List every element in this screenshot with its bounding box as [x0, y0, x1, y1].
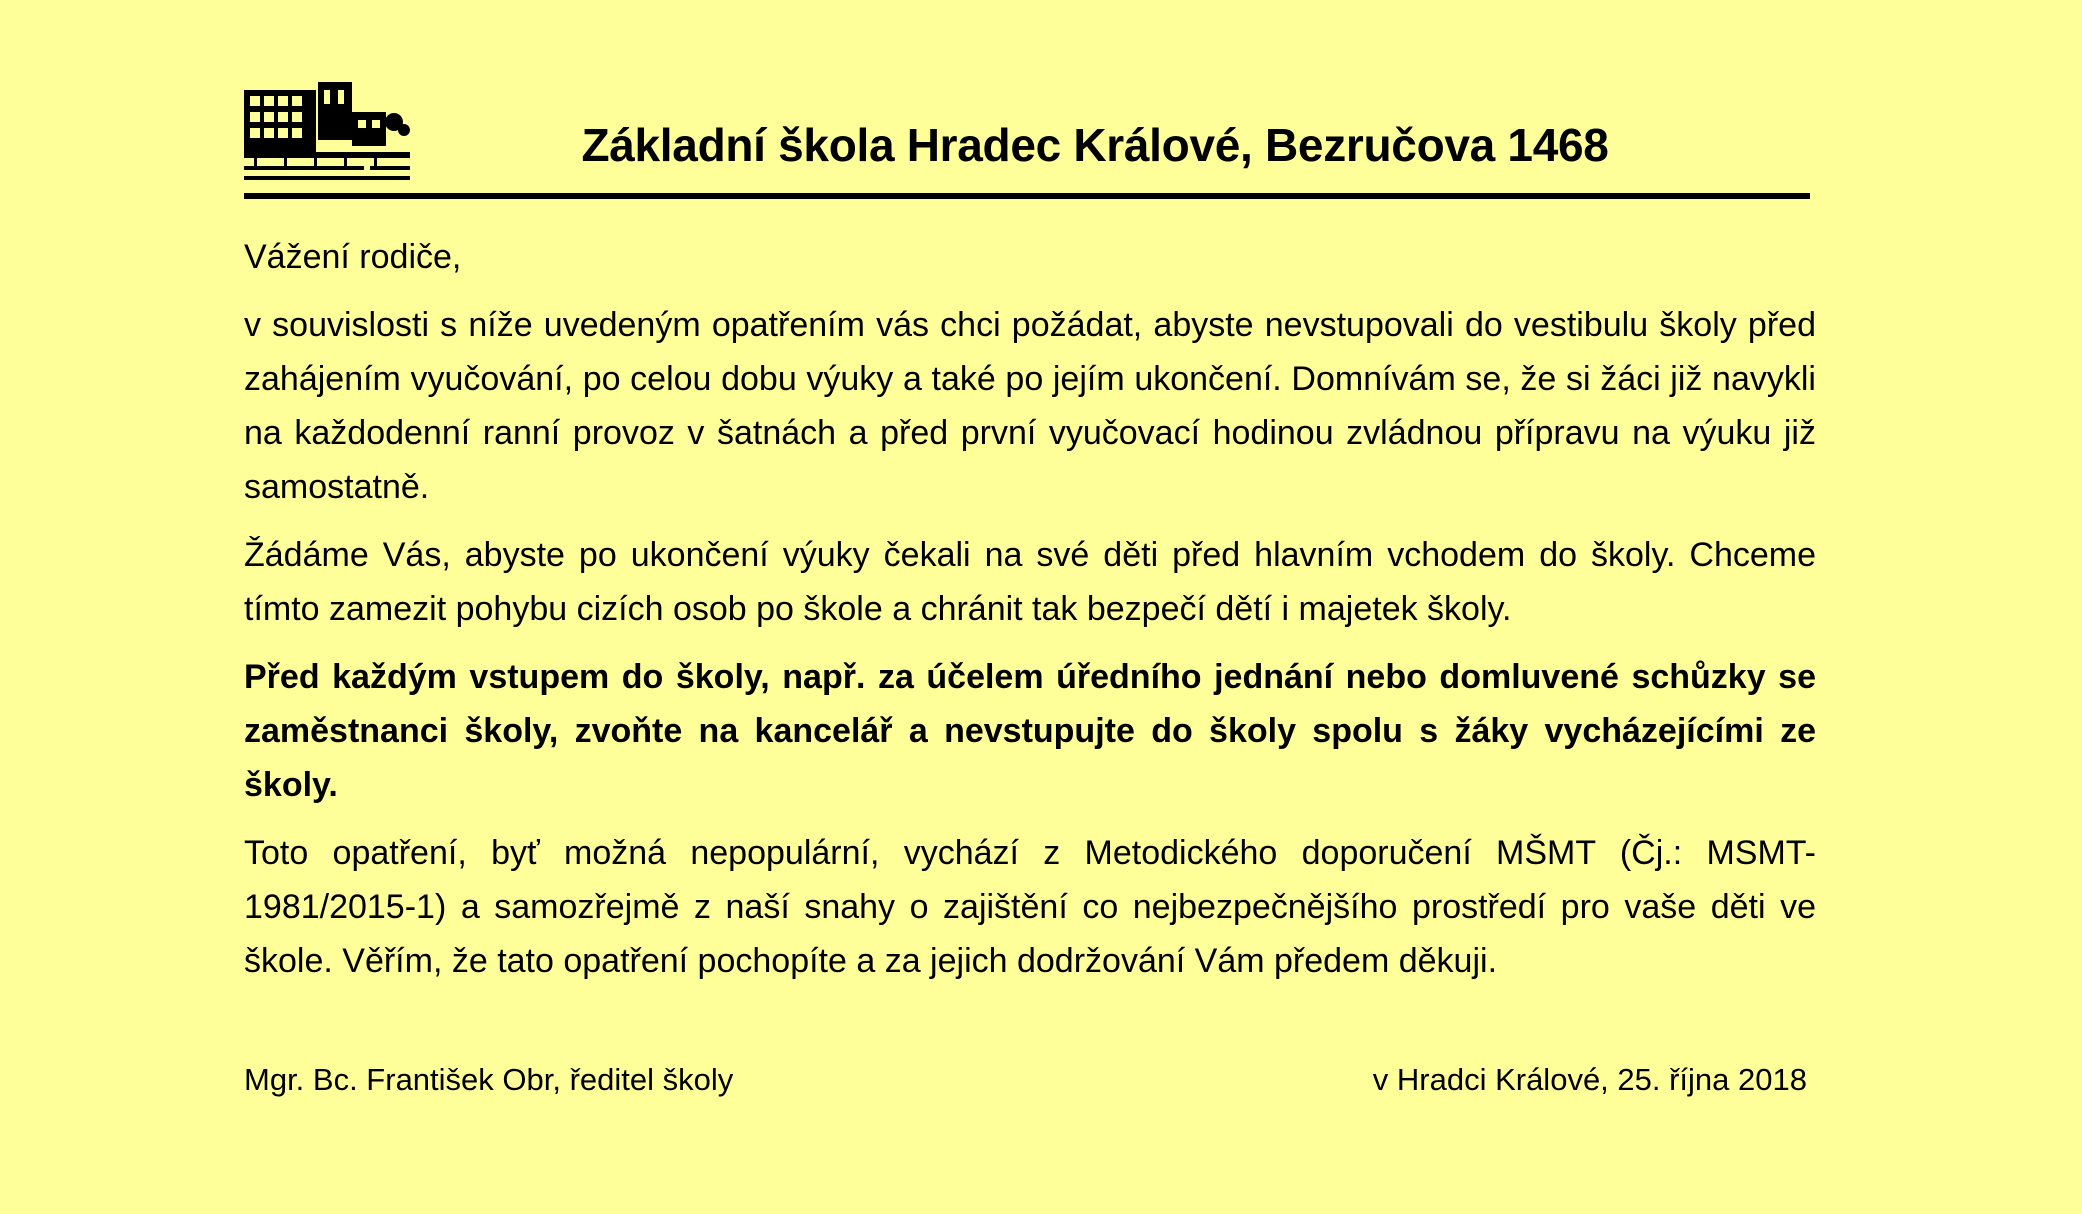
header-divider [244, 193, 1810, 199]
letter-body [244, 230, 1816, 1002]
letter-paragraph-1: v souvislosti s níže uvedeným opatřením vás chci požádat, abyste nevstupovali do vestibulu školy před zahájením vyučování, po celou dobu výuky a také po jejím ukončení. Domnívám se, že si žáci již navykli na každodenní ranní provoz v šatnách a před první vyučovací hodinou zvládnou přípravu na výuku již samostatně. [244, 306, 1816, 506]
letter-greeting: Vážení rodiče, [244, 238, 462, 276]
school-building-logo [244, 82, 410, 182]
letter-paragraph-2: Žádáme Vás, abyste po ukončení výuky čekali na své děti před hlavním vchodem do školy. Chceme tímto zamezit pohybu cizích osob po škole a chránit tak bezpečí dětí i majetek školy. [244, 536, 1816, 628]
place-date: v Hradci Králové, 25. října 2018 [1372, 1062, 1807, 1097]
signature: Mgr. Bc. František Obr, ředitel školy [244, 1062, 734, 1097]
page-title: Základní škola Hradec Králové, Bezručova 1468 [581, 119, 1609, 171]
letter-paragraph-3-bold: Před každým vstupem do školy, např. za účelem úředního jednání nebo domluvené schůzky se zaměstnanci školy, zvoňte na kancelář a nevstupujte do školy spolu s žáky vycházejícími ze školy. [244, 658, 1816, 804]
letter-paragraph-4: Toto opatření, byť možná nepopulární, vychází z Metodického doporučení MŠMT (Čj.: MSMT-1981/2015-1) a samozřejmě z naší snahy o zajištění co nejbezpečnějšího prostředí pro vaše děti ve škole. Věřím, že tato opatření pochopíte a za jejich dodržování Vám předem děkuji. [244, 834, 1816, 980]
